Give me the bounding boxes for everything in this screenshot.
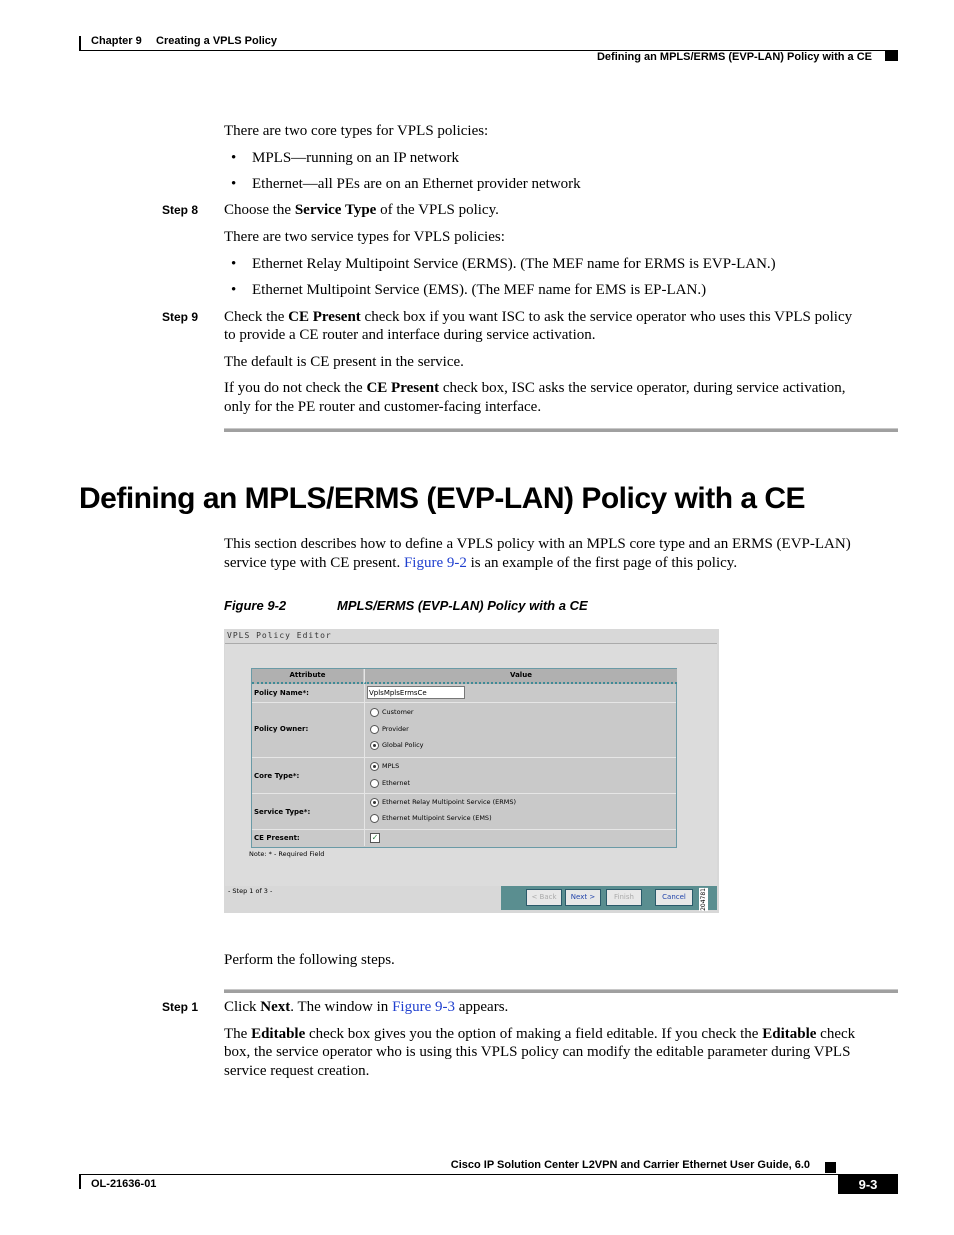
core-bullet-2: • — [231, 176, 237, 192]
policy-owner-label: Policy Owner: — [254, 725, 309, 733]
default-text: The default is CE present in the service. — [224, 354, 464, 370]
header-left-bar — [79, 36, 81, 50]
service-bullet-1: • — [231, 256, 237, 272]
service-types-intro: There are two service types for VPLS policies: — [224, 229, 505, 245]
if-not-pre: If you do not check the — [224, 380, 367, 396]
row-policy-owner — [252, 703, 676, 758]
service-ems-radio[interactable] — [370, 814, 379, 823]
step-1-post: appears. — [454, 999, 509, 1015]
core-mpls-label: MPLS — [382, 762, 400, 770]
perform-text: Perform the following steps. — [224, 952, 395, 968]
row-policy-name — [252, 684, 676, 703]
policy-name-cell — [364, 684, 676, 702]
required-note: Note: * - Required Field — [249, 850, 325, 858]
core-type-cell — [364, 758, 676, 793]
editable-post: check — [816, 1026, 856, 1042]
desc-pre: service type with CE present. — [224, 555, 404, 571]
header-right-block — [885, 51, 898, 61]
service-type-label: Service Type*: — [254, 808, 311, 816]
next-button[interactable]: Next > — [565, 889, 601, 906]
section-rule-2 — [224, 989, 898, 993]
step-1-mid: . The window in — [290, 999, 393, 1015]
service-bullet-2-text: Ethernet Multipoint Service (EMS). (The MEF name for EMS is EP-LAN.) — [252, 282, 707, 298]
service-bullet-1-text: Ethernet Relay Multipoint Service (ERMS). (The MEF name for ERMS is EVP-LAN.) — [252, 256, 776, 272]
core-bullet-2-text: Ethernet—all PEs are on an Ethernet provider network — [252, 176, 581, 192]
core-ethernet-label: Ethernet — [382, 779, 410, 787]
desc-post: is an example of the first page of this policy. — [466, 555, 738, 571]
policy-name-input[interactable] — [367, 686, 465, 699]
core-mpls-radio[interactable] — [370, 762, 379, 771]
core-type-label: Core Type*: — [254, 772, 300, 780]
owner-customer-label: Customer — [382, 708, 414, 716]
header-chapter: Chapter 9 — [91, 35, 142, 47]
ce-present-checkbox[interactable]: ✓ — [371, 833, 379, 842]
step-8-label: Step 8 — [162, 203, 199, 217]
figure-9-2-link[interactable]: Figure 9-2 — [403, 555, 467, 571]
section-desc-line1: This section describes how to define a VPLS policy with an MPLS core type and an ERMS (EVP-LAN) — [224, 536, 851, 552]
footer-book-title: Cisco IP Solution Center L2VPN and Carrier Ethernet User Guide, 6.0 — [450, 1159, 810, 1171]
owner-customer-radio[interactable] — [370, 708, 379, 717]
step-9-line1 — [224, 308, 852, 327]
figure-caption: MPLS/ERMS (EVP-LAN) Policy with a CE — [337, 598, 588, 613]
footer-left-bar — [79, 1174, 81, 1189]
owner-provider-label: Provider — [382, 725, 409, 733]
owner-global-radio[interactable] — [370, 741, 379, 750]
figure-id: 204781 — [700, 888, 707, 911]
owner-global-label: Global Policy — [382, 741, 424, 749]
if-not-bold: CE Present — [366, 380, 440, 396]
policy-name-label: Policy Name*: — [254, 689, 309, 697]
service-erms-radio[interactable] — [370, 798, 379, 807]
editable-line3: service request creation. — [224, 1063, 370, 1079]
service-ems-label: Ethernet Multipoint Service (EMS) — [382, 814, 492, 822]
row-ce-present — [252, 830, 676, 846]
core-types-intro: There are two core types for VPLS policies: — [224, 123, 489, 139]
editable-pre: The — [224, 1026, 252, 1042]
footer-right-block — [825, 1162, 836, 1173]
cancel-button[interactable]: Cancel — [655, 889, 693, 906]
core-bullet-1-text: MPLS—running on an IP network — [252, 150, 459, 166]
step-1-text — [224, 998, 508, 1017]
editable-line1 — [224, 1025, 855, 1044]
figure-number: Figure 9-2 — [224, 598, 287, 613]
editable-line2: box, the service operator who is using this VPLS policy can modify the editable parameter during VPLS — [224, 1044, 851, 1060]
step-9-label: Step 9 — [162, 310, 199, 324]
step-9-bold: CE Present — [288, 309, 361, 325]
service-bullet-2: • — [231, 282, 237, 298]
footer-page-number: 9-3 — [858, 1177, 878, 1192]
figure-9-3-link[interactable]: Figure 9-3 — [392, 999, 455, 1015]
step-8-bold: Service Type — [294, 202, 377, 218]
footer-doc-id: OL-21636-01 — [91, 1178, 157, 1190]
section-heading: Defining an MPLS/ERMS (EVP-LAN) Policy with a CE — [79, 482, 806, 515]
step-1-label: Step 1 — [162, 1000, 199, 1014]
col-value: Value — [364, 669, 677, 684]
editor-title: VPLS Policy Editor — [227, 631, 332, 640]
ce-present-cell — [364, 830, 676, 846]
col-attribute: Attribute — [252, 669, 363, 684]
editable-mid: check box gives you the option of making a field editable. If you check the — [305, 1026, 763, 1042]
footer-rule — [79, 1174, 898, 1175]
row-service-type — [252, 794, 676, 830]
ce-present-label: CE Present: — [254, 834, 300, 842]
wizard-button-bar — [501, 886, 717, 910]
attribute-table — [251, 668, 677, 848]
step-9-pre: Check the — [224, 309, 289, 325]
step-1-bold: Next — [260, 999, 291, 1015]
step-8-pre: Choose the — [224, 202, 295, 218]
section-rule-1 — [224, 428, 898, 432]
editable-bold: Editable — [251, 1026, 306, 1042]
step-9-post: check box if you want ISC to ask the service operator who uses this VPLS policy — [360, 309, 853, 325]
core-ethernet-radio[interactable] — [370, 779, 379, 788]
header-section-title: Defining an MPLS/ERMS (EVP-LAN) Policy with a CE — [596, 51, 872, 63]
step-8-post: of the VPLS policy. — [376, 202, 499, 218]
step-1-pre: Click — [224, 999, 261, 1015]
section-desc-line2 — [224, 554, 737, 573]
step-9-line2: to provide a CE router and interface during service activation. — [224, 327, 596, 343]
service-erms-label: Ethernet Relay Multipoint Service (ERMS) — [382, 798, 517, 806]
back-button[interactable]: < Back — [526, 889, 562, 906]
step-indicator: - Step 1 of 3 - — [228, 887, 273, 895]
if-not-line2: only for the PE router and customer-facing interface. — [224, 399, 542, 415]
owner-provider-radio[interactable] — [370, 725, 379, 734]
step-8-text — [224, 201, 499, 220]
if-not-post: check box, ISC asks the service operator, during service activation, — [439, 380, 846, 396]
row-core-type — [252, 758, 676, 794]
editor-panel — [225, 643, 717, 886]
vpls-policy-editor-screenshot — [224, 629, 719, 913]
if-not-line1 — [224, 379, 845, 398]
header-chapter-title: Creating a VPLS Policy — [156, 35, 278, 47]
editable-bold-2: Editable — [762, 1026, 817, 1042]
finish-button[interactable]: Finish — [606, 889, 642, 906]
core-bullet-1: • — [231, 150, 237, 166]
